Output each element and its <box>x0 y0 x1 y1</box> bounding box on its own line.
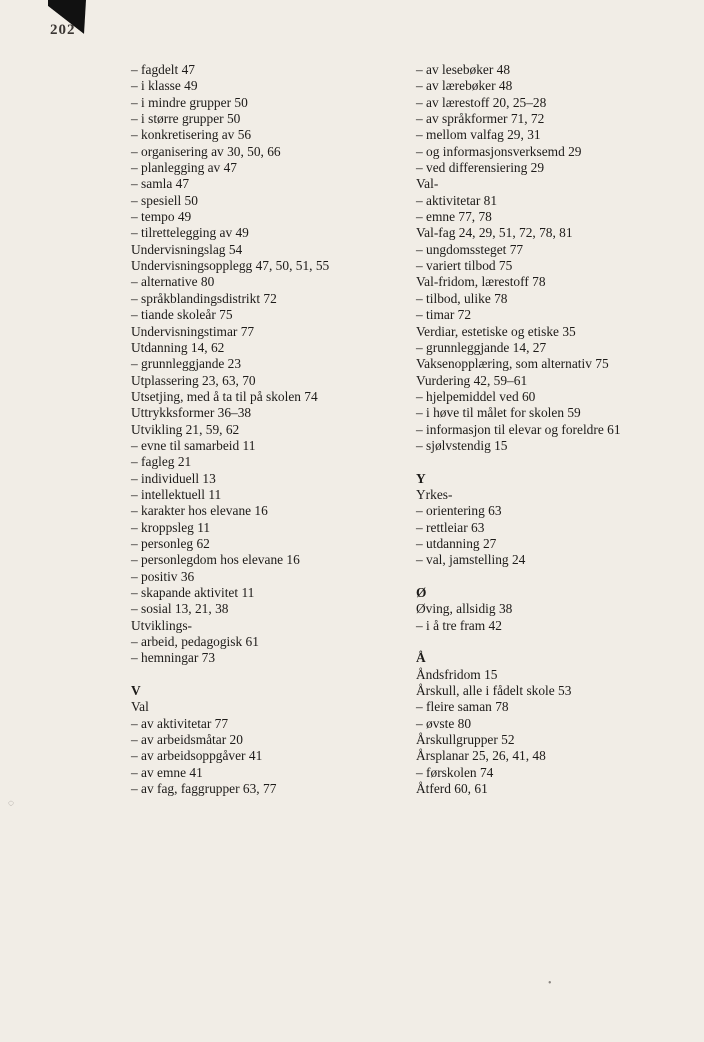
index-entry: – av aktivitetar 77 <box>131 715 229 731</box>
index-entry: Val- <box>416 176 439 192</box>
index-entry: – i høve til målet for skolen 59 <box>416 405 581 421</box>
index-entry: – av lærebøker 48 <box>416 78 513 94</box>
index-entry: – hemningar 73 <box>131 650 216 666</box>
section-letter: Ø <box>416 585 427 600</box>
index-entry: – i klasse 49 <box>131 78 198 94</box>
section-gap <box>131 667 391 683</box>
index-entry: – ungdomssteget 77 <box>416 241 524 257</box>
index-entry: – organisering av 30, 50, 66 <box>131 143 281 159</box>
index-entry: Vurdering 42, 59–61 <box>416 372 528 388</box>
index-entry: – sosial 13, 21, 38 <box>131 601 229 617</box>
index-entry: Val <box>131 699 149 715</box>
index-entry: – arbeid, pedagogisk 61 <box>131 634 259 650</box>
page-number: 202 <box>50 22 76 38</box>
index-entry: – i større grupper 50 <box>131 111 241 127</box>
index-entry: Uttrykksformer 36–38 <box>131 405 252 421</box>
index-entry: Undervisningstimar 77 <box>131 323 255 339</box>
index-entry: – i å tre fram 42 <box>416 617 502 633</box>
index-entry: – personlegdom hos elevane 16 <box>131 552 300 568</box>
index-entry: – og informasjonsverksemd 29 <box>416 143 582 159</box>
index-entry: Val-fag 24, 29, 51, 72, 78, 81 <box>416 225 573 241</box>
speck-mark: • <box>548 978 552 989</box>
index-entry: Undervisningslag 54 <box>131 241 243 257</box>
index-entry: Utviklings- <box>131 617 193 633</box>
index-entry: – utdanning 27 <box>416 535 497 551</box>
index-entry: – sjølvstendig 15 <box>416 437 508 453</box>
index-entry: – individuell 13 <box>131 470 216 486</box>
index-entry: – rettleiar 63 <box>416 519 485 535</box>
section-letter: Y <box>416 470 426 486</box>
index-entry: – skapande aktivitet 11 <box>131 585 255 600</box>
index-entry: – tiande skoleår 75 <box>131 307 233 323</box>
index-entry: – val, jamstelling 24 <box>416 552 526 568</box>
index-entry: – tilbod, ulike 78 <box>416 290 508 306</box>
index-entry: – språkblandingsdistrikt 72 <box>131 290 277 306</box>
index-entry: – øvste 80 <box>416 715 472 731</box>
index-entry: – orientering 63 <box>416 503 502 519</box>
index-entry: – av fag, faggrupper 63, 77 <box>131 781 277 797</box>
index-entry: – aktivitetar 81 <box>416 192 498 208</box>
index-entry: Åndsfridom 15 <box>416 666 498 682</box>
index-entry: – grunnleggjande 23 <box>131 356 242 372</box>
index-entry: – av lesebøker 48 <box>416 62 511 77</box>
index-entry: Årskull, alle i fådelt skole 53 <box>416 683 572 699</box>
section-letter: Å <box>416 650 426 666</box>
index-entry: – informasjon til elevar og foreldre 61 <box>416 421 621 437</box>
index-entry: Vaksenopplæring, som alternativ 75 <box>416 356 609 372</box>
index-entry: – planlegging av 47 <box>131 160 237 176</box>
index-entry: – fagleg 21 <box>131 454 192 470</box>
index-entry: – av språkformer 71, 72 <box>416 111 545 127</box>
index-entry: – spesiell 50 <box>131 192 198 208</box>
index-entry: – intellektuell 11 <box>131 486 222 502</box>
index-entry: – timar 72 <box>416 307 472 323</box>
index-entry: Utdanning 14, 62 <box>131 339 225 355</box>
index-entry: – førskolen 74 <box>416 764 494 780</box>
index-entry: – kroppsleg 11 <box>131 519 211 535</box>
index-entry: Yrkes- <box>416 486 453 502</box>
index-entry: Utsetjing, med å ta til på skolen 74 <box>131 388 318 404</box>
index-entry: – av lærestoff 20, 25–28 <box>416 94 547 110</box>
index-column-right <box>416 62 686 797</box>
section-gap <box>416 454 686 470</box>
index-entry: – tilrettelegging av 49 <box>131 225 249 241</box>
index-entry: – i mindre grupper 50 <box>131 94 248 110</box>
index-entry: Øving, allsidig 38 <box>416 601 513 617</box>
index-entry: – ved differensiering 29 <box>416 160 545 176</box>
index-entry: – av arbeidsmåtar 20 <box>131 732 243 748</box>
section-letter: V <box>131 683 141 699</box>
index-entry: Undervisningsopplegg 47, 50, 51, 55 <box>131 258 330 274</box>
index-entry: Utvikling 21, 59, 62 <box>131 421 240 437</box>
margin-mark: ◌ <box>8 798 14 809</box>
section-gap <box>416 569 686 585</box>
index-entry: – variert tilbod 75 <box>416 258 513 274</box>
index-entry: Årsplanar 25, 26, 41, 48 <box>416 748 546 764</box>
index-entry: – fagdelt 47 <box>131 62 195 77</box>
index-entry: – mellom valfag 29, 31 <box>416 127 541 143</box>
index-entry: – positiv 36 <box>131 568 195 584</box>
index-entry: – samla 47 <box>131 176 190 192</box>
index-entry: – karakter hos elevane 16 <box>131 503 268 519</box>
index-entry: – personleg 62 <box>131 535 210 551</box>
index-entry: – hjelpemiddel ved 60 <box>416 388 536 404</box>
index-entry: Utplassering 23, 63, 70 <box>131 372 256 388</box>
index-entry: – konkretisering av 56 <box>131 127 252 143</box>
index-entry: – av emne 41 <box>131 764 203 780</box>
section-gap <box>416 634 686 650</box>
index-entry: – grunnleggjande 14, 27 <box>416 339 547 355</box>
index-entry: Åtferd 60, 61 <box>416 781 488 797</box>
index-entry: Årskullgrupper 52 <box>416 732 515 748</box>
index-entry: Val-fridom, lærestoff 78 <box>416 274 546 290</box>
index-entry: – evne til samarbeid 11 <box>131 437 256 453</box>
index-entry: – tempo 49 <box>131 209 192 225</box>
index-entry: – alternative 80 <box>131 274 215 290</box>
index-entry: – av arbeidsoppgåver 41 <box>131 748 263 764</box>
index-entry: – fleire saman 78 <box>416 699 509 715</box>
index-entry: Verdiar, estetiske og etiske 35 <box>416 323 576 339</box>
index-column-left <box>131 62 391 797</box>
index-entry: – emne 77, 78 <box>416 209 492 225</box>
